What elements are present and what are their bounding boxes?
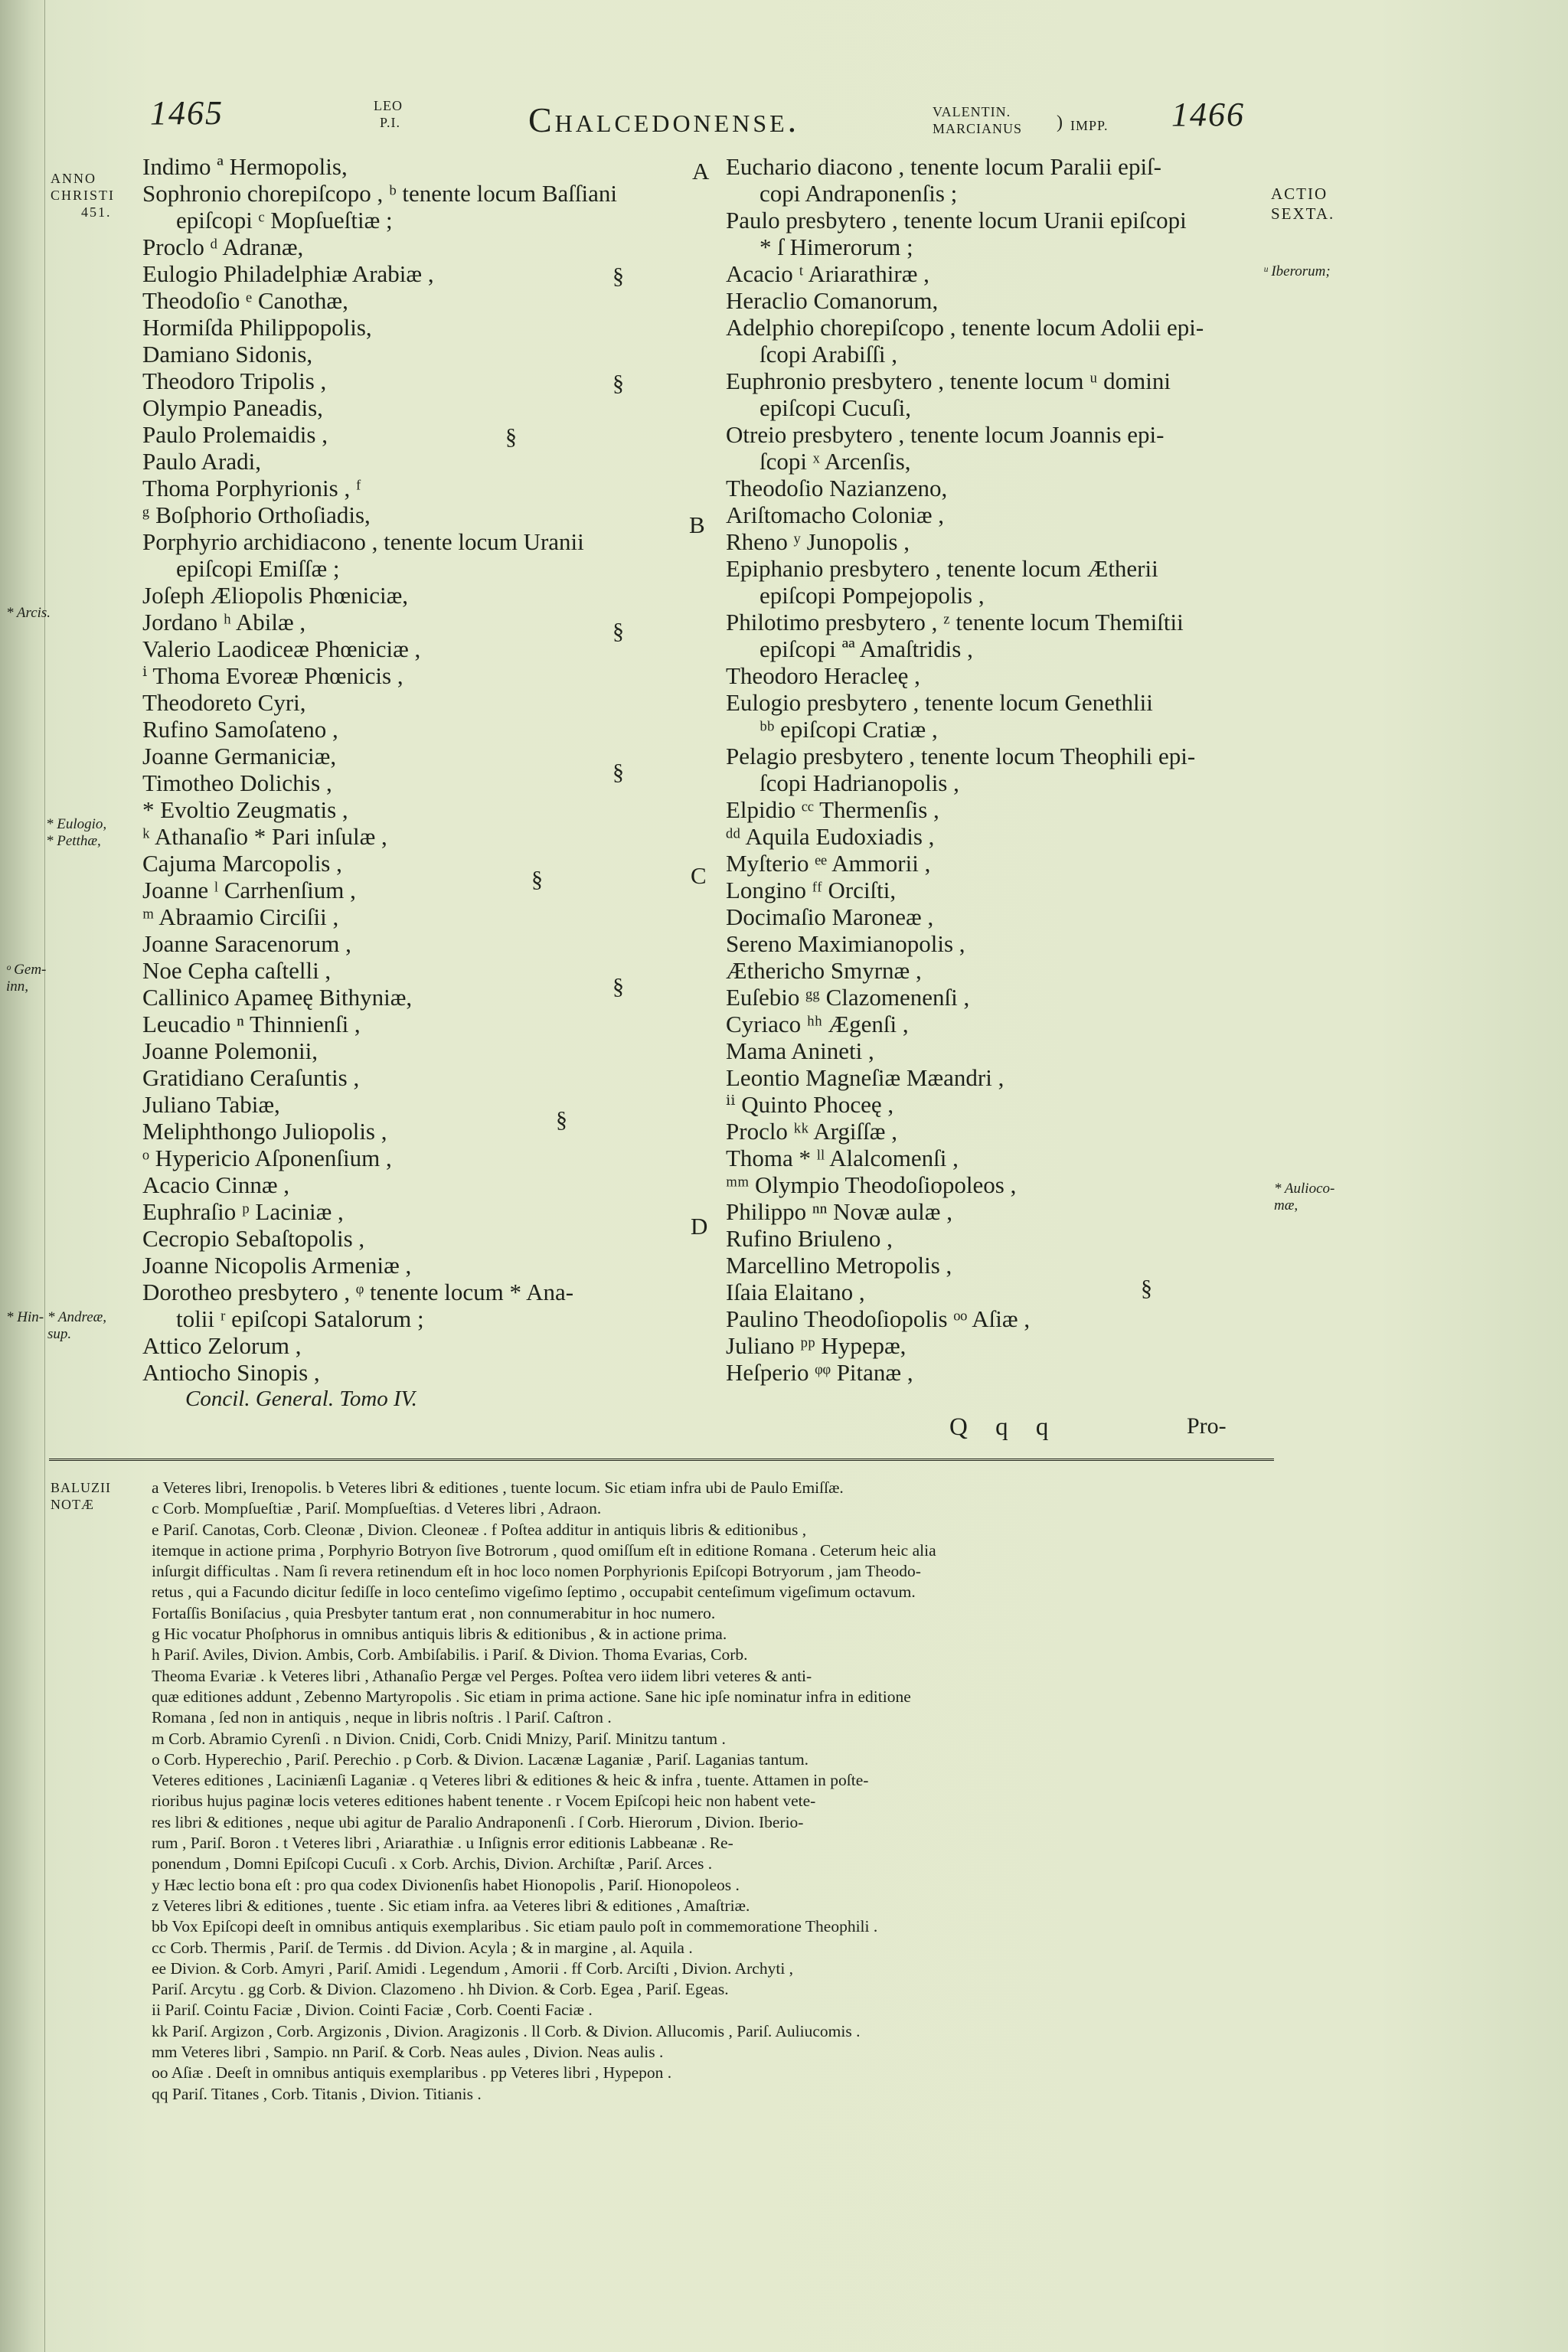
- note-line: o Corb. Hyperechio , Pariſ. Perechio . p Corb. & Divion. Lacænæ Laganiæ , Pariſ. Laganias tantum.: [152, 1749, 809, 1769]
- list-item: Noe Cepha caſtelli ,: [142, 957, 332, 984]
- margin-note-andreae-2: sup.: [47, 1326, 72, 1342]
- list-item: ᵏ Athanaſio * Pari inſulæ ,: [142, 823, 387, 850]
- gutter-note-hin: * Hin-: [6, 1309, 44, 1325]
- note-line: mm Veteres libri , Sampio. nn Pariſ. & Corb. Neas aules , Divion. Neas aulis .: [152, 2043, 664, 2062]
- section-mark: §: [531, 867, 543, 892]
- note-line: ee Divion. & Corb. Amyri , Pariſ. Amidi . Legendum , Amorii . ff Corb. Arciſti , Divion. Archyti ,: [152, 1958, 794, 1978]
- note-line: Romana , ſed non in antiquis , neque in libris noſtris . l Pariſ. Caſtron .: [152, 1708, 612, 1727]
- list-item: Docimaſio Maroneæ ,: [726, 903, 934, 930]
- christi-label: CHRISTI: [51, 188, 116, 203]
- list-item: Otreio presbytero , tenente locum Joannis epi-: [726, 421, 1165, 448]
- note-line: h Pariſ. Aviles, Divion. Ambis, Corb. Ambiſabilis. i Pariſ. & Divion. Thoma Evarias, Corb.: [152, 1645, 748, 1664]
- list-item: Proclo ᵈ Adranæ,: [142, 234, 304, 260]
- section-letter-a: A: [692, 158, 710, 185]
- volume-signature: Concil. General. Tomo IV.: [185, 1387, 417, 1411]
- notes-heading-2: NOTÆ: [51, 1497, 94, 1512]
- list-item: Porphyrio archidiacono , tenente locum Uranii: [142, 528, 584, 555]
- header-emperor-1: VALENTIN.: [933, 104, 1011, 119]
- list-item: Euchario diacono , tenente locum Paralii epiſ-: [726, 153, 1161, 180]
- margin-note-eulogio-2: * Petthæ,: [46, 833, 101, 849]
- note-line: itemque in actione prima , Porphyrio Botryon ſive Botrorum , quod omiſſum eſt in editione Romana . Ceterum heic alia: [152, 1540, 936, 1560]
- list-item: ⁱ Thoma Evoreæ Phœnicis ,: [142, 662, 403, 689]
- list-item: Ariſtomacho Coloniæ ,: [726, 501, 945, 528]
- list-item: Theodoro Heracleę ,: [726, 662, 920, 689]
- margin-note-auliocomae-1: * Aulioco-: [1274, 1181, 1335, 1197]
- notes-divider: [49, 1459, 1274, 1461]
- list-item: Antiocho Sinopis ,: [142, 1359, 320, 1386]
- list-item: Thoma * ˡˡ Alalcomenſi ,: [726, 1145, 959, 1171]
- list-item: Olympio Paneadis,: [142, 394, 323, 421]
- previous-page-gutter: [0, 0, 45, 2352]
- note-line: m Corb. Abramio Cyrenſi . n Divion. Cnidi, Corb. Cnidi Mnizy, Pariſ. Minitzu tantum .: [152, 1729, 726, 1748]
- note-line: y Hæc lectio bona eſt : pro qua codex Divionenſis habet Hionopolis , Pariſ. Hionopoleos .: [152, 1875, 740, 1894]
- list-item: Æthericho Smyrnæ ,: [726, 957, 922, 984]
- list-item: Euphronio presbytero , tenente locum ᵘ domini: [726, 368, 1171, 394]
- list-item: Paulo Prolemaidis ,: [142, 421, 328, 448]
- running-header: [0, 84, 1568, 145]
- list-item: Attico Zelorum ,: [142, 1332, 302, 1359]
- note-line: e Pariſ. Canotas, Corb. Cleonæ , Divion. Cleoneæ . f Poſtea additur in antiquis libris & editionibus ,: [152, 1520, 807, 1539]
- list-item: * Evoltio Zeugmatis ,: [142, 796, 348, 823]
- list-item: Euphraſio ᵖ Laciniæ ,: [142, 1198, 344, 1225]
- list-item: Myſterio ᵉᵉ Ammorii ,: [726, 850, 931, 877]
- margin-note-eulogio: [46, 816, 106, 850]
- gutter-note-arcis: * Arcis.: [6, 605, 51, 621]
- list-item: copi Andraponenſis ;: [760, 180, 958, 207]
- gutter-note-gemin-2: inn,: [6, 978, 29, 995]
- section-letter-d: D: [691, 1213, 708, 1240]
- list-item: Eulogio Philadelphiæ Arabiæ ,: [142, 260, 434, 287]
- list-item: Proclo ᵏᵏ Argiſſæ ,: [726, 1118, 897, 1145]
- list-item: Rufino Briuleno ,: [726, 1225, 893, 1252]
- list-item: ſcopi Arabiſſi ,: [760, 341, 897, 368]
- list-item: ⁱⁱ Quinto Phoceę ,: [726, 1091, 894, 1118]
- note-line: Fortaſſis Boniſacius , quia Presbyter tantum erat , non connumerabitur in hoc numero.: [152, 1603, 716, 1622]
- note-line: g Hic vocatur Phoſphorus in omnibus antiquis libris & editionibus , & in actione prima.: [152, 1625, 727, 1644]
- note-line: z Veteres libri & editiones , tuente . Sic etiam infra. aa Veteres libri & editiones , Amaſtriæ.: [152, 1896, 750, 1915]
- section-mark: §: [1141, 1276, 1152, 1301]
- list-item: Rufino Samoſateno ,: [142, 716, 338, 743]
- list-item: ᵐᵐ Olympio Theodoſiopoleos ,: [726, 1171, 1017, 1198]
- list-item: Joſeph Æliopolis Phœniciæ,: [142, 582, 409, 609]
- list-item: epiſcopi Cucuſi,: [760, 394, 912, 421]
- page-title: Chalcedonense.: [528, 100, 800, 139]
- note-line: ii Pariſ. Cointu Faciæ , Divion. Cointi Faciæ , Corb. Coenti Faciæ .: [152, 2001, 593, 2020]
- margin-note-andreae: [47, 1309, 106, 1343]
- sexta-label: SEXTA.: [1271, 204, 1335, 223]
- actio-label: ACTIO: [1271, 185, 1328, 203]
- header-emperor-2: MARCIANUS: [933, 121, 1023, 136]
- page-number-right: 1466: [1171, 96, 1245, 133]
- list-item: tolii ʳ epiſcopi Satalorum ;: [176, 1305, 424, 1332]
- catchword: Pro-: [1187, 1413, 1227, 1439]
- list-item: Timotheo Dolichis ,: [142, 769, 332, 796]
- list-item: Adelphio chorepiſcopo , tenente locum Adolii epi-: [726, 314, 1204, 341]
- list-item: Damiano Sidonis,: [142, 341, 313, 368]
- header-impp: IMPP.: [1070, 118, 1109, 133]
- page-number-left: 1465: [150, 94, 224, 132]
- margin-note-andreae-1: * Andreæ,: [47, 1309, 107, 1325]
- note-line: rioribus hujus paginæ locis veteres editiones habent tenente . r Vocem Epiſcopi heic non habent vete-: [152, 1792, 816, 1811]
- list-item: Leontio Magneſiæ Mæandri ,: [726, 1064, 1004, 1091]
- list-item: Elpidio ᶜᶜ Thermenſis ,: [726, 796, 939, 823]
- list-item: Mama Anineti ,: [726, 1037, 874, 1064]
- list-item: Joanne Nicopolis Armeniæ ,: [142, 1252, 412, 1279]
- section-mark: §: [556, 1107, 567, 1132]
- list-item: ᵇᵇ epiſcopi Cratiæ ,: [760, 716, 938, 743]
- gutter-note-gemin-1: ᵒ Gem-: [6, 962, 47, 978]
- margin-note-auliocomae-2: mæ,: [1274, 1197, 1298, 1214]
- list-item: Acacio ᵗ Ariarathiræ ,: [726, 260, 929, 287]
- list-item: ᵐ Abraamio Circiſii ,: [142, 903, 339, 930]
- header-leo-pi: P.I.: [380, 115, 401, 130]
- note-line: retus , qui a Facundo dicitur ſediſſe in loco centeſimo vigeſimo ſeptimo , occupabit centeſimum vigeſimum octavum.: [152, 1583, 916, 1602]
- signature-mark: Q q q: [949, 1413, 1060, 1441]
- note-line: quæ editiones addunt , Zebenno Martyropolis . Sic etiam in prima actione. Sane hic ipſe nominatur infra in editione: [152, 1687, 911, 1706]
- list-item: Sophronio chorepiſcopo , ᵇ tenente locum Baſſiani: [142, 180, 617, 207]
- left-column: [142, 153, 694, 1413]
- list-item: Theodoro Tripolis ,: [142, 368, 327, 394]
- note-line: res libri & editiones , neque ubi agitur de Paralio Andraponenſi . ſ Corb. Hierorum , Divion. Iberio-: [152, 1812, 804, 1831]
- list-item: Indimo ª Hermopolis,: [142, 153, 348, 180]
- section-mark: §: [505, 424, 517, 449]
- actio-sexta-marker: [1271, 184, 1334, 224]
- list-item: Joanne ˡ Carrhenſium ,: [142, 877, 356, 903]
- list-item: Juliano Tabiæ,: [142, 1091, 280, 1118]
- list-item: Joanne Germaniciæ,: [142, 743, 337, 769]
- note-line: inſurgit difficultas . Nam ſi revera retinendum eſt in hoc loco nomen Porphyrionis Epiſcopi Botryorum , jam Theodo-: [152, 1562, 921, 1581]
- list-item: Juliano ᵖᵖ Hypepæ,: [726, 1332, 906, 1359]
- list-item: Cajuma Marcopolis ,: [142, 850, 342, 877]
- note-line: a Veteres libri, Irenopolis. b Veteres libri & editiones , tuente locum. Sic etiam infra ubi de Paulo Emiſſæ.: [152, 1478, 844, 1497]
- note-line: c Corb. Mompſueſtiæ , Pariſ. Mompſueſtias. d Veteres libri , Adraon.: [152, 1499, 602, 1518]
- note-line: Pariſ. Arcytu . gg Corb. & Divion. Clazomeno . hh Divion. & Corb. Egea , Pariſ. Egeas.: [152, 1980, 729, 1999]
- list-item: Leucadio ⁿ Thinnienſi ,: [142, 1011, 361, 1037]
- anno-christi-marker: [51, 170, 115, 220]
- note-line: Theoma Evariæ . k Veteres libri , Athanaſio Pergæ vel Perges. Poſtea vero iidem libri veteres & anti-: [152, 1666, 812, 1685]
- list-item: Philotimo presbytero , ᶻ tenente locum Themiſtii: [726, 609, 1184, 635]
- gutter-note-gemin: [6, 962, 46, 995]
- list-item: Euſebio ᵍᵍ Clazomenenſi ,: [726, 984, 970, 1011]
- list-item: Thoma Porphyrionis , ᶠ: [142, 475, 361, 501]
- list-item: Hormiſda Philippopolis,: [142, 314, 372, 341]
- list-item: Epiphanio presbytero , tenente locum Ætherii: [726, 555, 1158, 582]
- list-item: Theodoſio ᵉ Canothæ,: [142, 287, 348, 314]
- right-column: [726, 153, 1262, 1386]
- notes-heading-1: BALUZII: [51, 1480, 111, 1495]
- list-item: ſcopi ˣ Arcenſis,: [760, 448, 911, 475]
- list-item: Cyriaco ʰʰ Ægenſi ,: [726, 1011, 909, 1037]
- list-item: ᵈᵈ Aquila Eudoxiadis ,: [726, 823, 935, 850]
- list-item: Theodoſio Nazianzeno,: [726, 475, 948, 501]
- list-item: * ſ Himerorum ;: [760, 234, 913, 260]
- notes-heading: [51, 1479, 111, 1513]
- note-line: bb Vox Epiſcopi deeſt in omnibus antiquis exemplaribus . Sic etiam paulo poſt in commemoratione Theophili .: [152, 1917, 878, 1936]
- list-item: Joanne Saracenorum ,: [142, 930, 351, 957]
- list-item: Longino ᶠᶠ Orciſti,: [726, 877, 897, 903]
- note-line: cc Corb. Thermis , Pariſ. de Termis . dd Divion. Acyla ; & in margine , al. Aquila .: [152, 1938, 693, 1957]
- section-mark: §: [612, 974, 624, 999]
- margin-note-auliocomae: [1274, 1181, 1334, 1214]
- note-line: rum , Pariſ. Boron . t Veteres libri , Ariarathiæ . u Inſignis error editionis Labbeanæ . Re-: [152, 1834, 733, 1853]
- list-item: ſcopi Hadrianopolis ,: [760, 769, 959, 796]
- list-item: epiſcopi Emiſſæ ;: [176, 555, 340, 582]
- list-item: Philippo ⁿⁿ Novæ aulæ ,: [726, 1198, 952, 1225]
- list-item: Iſaia Elaitano ,: [726, 1279, 865, 1305]
- list-item: Gratidiano Ceraſuntis ,: [142, 1064, 360, 1091]
- margin-note-iberorum: ᵘ Iberorum;: [1263, 263, 1331, 279]
- header-brace: ): [1057, 113, 1063, 132]
- list-item: Paulo presbytero , tenente locum Uranii epiſcopi: [726, 207, 1187, 234]
- section-mark: §: [612, 263, 624, 289]
- list-item: Sereno Maximianopolis ,: [726, 930, 965, 957]
- anno-label: ANNO: [51, 171, 96, 186]
- list-item: epiſcopi Pompejopolis ,: [760, 582, 985, 609]
- list-item: Paulo Aradi,: [142, 448, 261, 475]
- list-item: Acacio Cinnæ ,: [142, 1171, 289, 1198]
- section-mark: §: [612, 619, 624, 644]
- note-line: qq Pariſ. Titanes , Corb. Titanis , Divion. Titianis .: [152, 2084, 482, 2103]
- baluzii-notes: [152, 1478, 1269, 2105]
- list-item: epiſcopi ªª Amaſtridis ,: [760, 635, 973, 662]
- list-item: Jordano ʰ Abilæ ,: [142, 609, 306, 635]
- list-item: Paulino Theodoſiopolis ᵒᵒ Aſiæ ,: [726, 1305, 1031, 1332]
- section-mark: §: [612, 371, 624, 396]
- list-item: Pelagio presbytero , tenente locum Theophili epi-: [726, 743, 1196, 769]
- note-line: oo Aſiæ . Deeſt in omnibus antiquis exemplaribus . pp Veteres libri , Hypepon .: [152, 2063, 672, 2082]
- list-item: ᵍ Boſphorio Orthoſiadis,: [142, 501, 371, 528]
- list-item: Valerio Laodiceæ Phœniciæ ,: [142, 635, 421, 662]
- list-item: ᵒ Hypericio Aſponenſium ,: [142, 1145, 392, 1171]
- list-item: Rheno ʸ Junopolis ,: [726, 528, 910, 555]
- list-item: Theodoreto Cyri,: [142, 689, 306, 716]
- list-item: Meliphthongo Juliopolis ,: [142, 1118, 387, 1145]
- list-item: Cecropio Sebaſtopolis ,: [142, 1225, 365, 1252]
- note-line: ponendum , Domni Epiſcopi Cucuſi . x Corb. Archis, Divion. Archiſtæ , Pariſ. Arces .: [152, 1854, 713, 1873]
- note-line: kk Pariſ. Argizon , Corb. Argizonis , Divion. Aragizonis . ll Corb. & Divion. Allucomis , Pariſ. Auliucomis .: [152, 2021, 861, 2040]
- header-leo: LEO: [374, 98, 403, 113]
- list-item: Marcellino Metropolis ,: [726, 1252, 952, 1279]
- list-item: Dorotheo presbytero , ᵠ tenente locum * Ana-: [142, 1279, 574, 1305]
- section-letter-b: B: [689, 511, 705, 538]
- list-item: epiſcopi ᶜ Mopſueſtiæ ;: [176, 207, 393, 234]
- section-mark: §: [612, 760, 624, 785]
- note-line: Veteres editiones , Laciniænſi Laganiæ . q Veteres libri & editiones & heic & infra , tuente. Attamen in poſte-: [152, 1771, 869, 1790]
- list-item: Callinico Apameę Bithyniæ,: [142, 984, 413, 1011]
- list-item: Heraclio Comanorum,: [726, 287, 939, 314]
- list-item: Heſperio ᵠᵠ Pitanæ ,: [726, 1359, 913, 1386]
- year-label: 451.: [81, 204, 112, 220]
- section-letter-c: C: [691, 862, 707, 889]
- list-item: Joanne Polemonii,: [142, 1037, 318, 1064]
- list-item: Eulogio presbytero , tenente locum Genethlii: [726, 689, 1153, 716]
- margin-note-eulogio-1: * Eulogio,: [46, 816, 107, 832]
